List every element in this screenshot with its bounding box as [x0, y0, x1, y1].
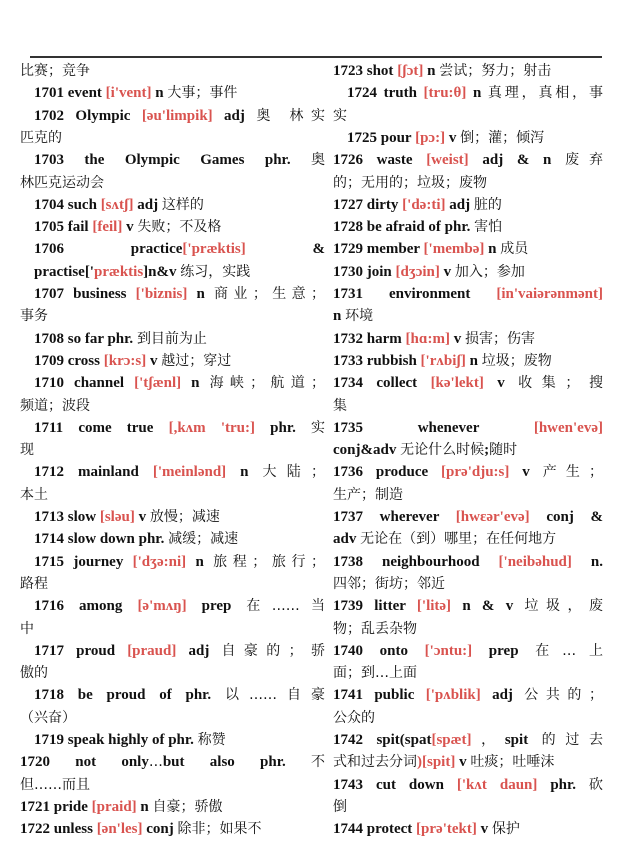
- entry-line: [333, 461, 603, 483]
- entry-text: v 保护: [476, 821, 520, 838]
- entry-line: [20, 774, 325, 796]
- entry-text: 的；无用的；垃圾；废物: [333, 174, 487, 191]
- entry-line: [333, 350, 603, 372]
- entry-text: 1704 such: [34, 196, 101, 213]
- entry-text: phr. 实: [254, 419, 325, 436]
- entry-text: n 商业；生意；: [187, 286, 325, 302]
- entry-line: [20, 818, 325, 840]
- entry-line: [20, 751, 325, 773]
- phonetic-text: ['meinlənd]: [152, 464, 227, 481]
- entry-text: conj 除非；如果不: [142, 821, 262, 838]
- entry-text: adj & n 废弃: [468, 152, 603, 169]
- entry-text: v 失败；不及格: [122, 219, 222, 236]
- entry-text: conj &: [529, 509, 603, 525]
- entry-line: [20, 172, 325, 194]
- entry-text: adj 脏的: [445, 196, 502, 213]
- entry-line: [20, 283, 325, 305]
- entry-text: 1718 be proud of phr. 以……自豪: [34, 687, 325, 704]
- entry-text: 四邻；街坊；邻近: [333, 575, 445, 592]
- entry-line: [333, 60, 603, 82]
- entry-text: adj 这样的: [133, 196, 204, 213]
- entry-line: [333, 595, 603, 617]
- entry-text: 1733 rubbish: [333, 352, 421, 369]
- entry-line: [20, 328, 325, 350]
- entry-text: 1725 pour: [347, 129, 416, 146]
- entry-line: [20, 618, 325, 640]
- entry-text: 1701 event: [34, 85, 106, 102]
- phonetic-text: ['rʌbiʃ]: [420, 352, 466, 369]
- entry-text: 1742 spit(spat: [333, 732, 432, 748]
- entry-text: v 吐痰；吐唾沫: [455, 754, 555, 771]
- entry-text: 1726 waste: [333, 152, 427, 169]
- entry-line: [333, 105, 603, 127]
- entry-line: [333, 305, 603, 327]
- phonetic-text: [krɔ:s]: [103, 352, 147, 369]
- entry-text: 1738 neighbourhood: [333, 553, 499, 570]
- entry-line: [333, 684, 603, 706]
- entry-text: 1706 practice: [34, 241, 183, 258]
- entry-line: [333, 796, 603, 818]
- entry-text: 林匹克运动会: [20, 174, 104, 191]
- phonetic-text: ['biznis]: [135, 286, 188, 302]
- phonetic-text: [tru:θ]: [423, 85, 467, 102]
- entry-text: 物；乱丢杂物: [333, 620, 417, 637]
- phonetic-text: [dʒɔin]: [395, 263, 440, 280]
- phonetic-text: ['neibəhud]: [498, 553, 572, 570]
- phonetic-text: [feil]: [92, 219, 123, 236]
- entry-text: 1711 come true: [34, 419, 169, 436]
- entry-line: [333, 640, 603, 662]
- entry-text: 1724 truth: [347, 85, 424, 102]
- entry-text: 生产；制造: [333, 486, 403, 503]
- phonetic-text: ['də:ti]: [402, 196, 446, 213]
- entry-text: n.: [571, 553, 603, 570]
- entry-line: [333, 328, 603, 350]
- entry-line: [333, 395, 603, 417]
- entry-text: 倒: [333, 798, 347, 815]
- entry-text: n 海峡；航道；: [181, 375, 325, 392]
- entry-text: v 产生；: [509, 464, 603, 481]
- entry-line: [20, 662, 325, 684]
- entry-text: n 自豪；骄傲: [136, 798, 223, 815]
- entry-text: 1740 onto: [333, 642, 425, 659]
- entry-text: &: [245, 241, 325, 258]
- entry-text: v 放慢；减速: [134, 509, 220, 525]
- entry-line: [20, 305, 325, 327]
- entry-line: [20, 261, 325, 283]
- entry-text: 面；到…上面: [333, 665, 417, 682]
- entry-line: [333, 618, 603, 640]
- entry-line: [20, 640, 325, 662]
- entry-text: 1722 unless: [20, 821, 97, 838]
- entry-line: [20, 796, 325, 818]
- phonetic-text: [in'vaiərənmənt]: [496, 286, 603, 302]
- entry-text: 1708 so far phr. 到目前为止: [34, 330, 207, 347]
- entry-line: [20, 105, 325, 127]
- entry-text: practise[': [34, 263, 94, 280]
- entry-line: [333, 729, 603, 751]
- phonetic-text: ['dʒə:ni]: [132, 553, 187, 570]
- phonetic-text: [əu'limpik]: [141, 107, 213, 124]
- entry-text: 1720 not only…but also phr. 不: [20, 754, 325, 771]
- entry-line: [20, 595, 325, 617]
- entry-text: v 越过；穿过: [146, 352, 232, 369]
- entry-text: n 环境: [333, 308, 374, 325]
- phonetic-text: [hwen'evə]: [533, 419, 603, 436]
- entry-line: [20, 551, 325, 573]
- phonetic-text: [hɑ:m]: [405, 330, 450, 347]
- entry-line: [333, 528, 603, 550]
- phonetic-text: [i'vent]: [105, 85, 152, 102]
- phonetic-text: [sʌtʃ]: [100, 196, 134, 213]
- entry-text: adj 奥 林实: [212, 107, 325, 124]
- entry-text: n 大陆；: [226, 464, 325, 481]
- entry-line: [20, 729, 325, 751]
- entry-text: 1730 join: [333, 263, 396, 280]
- phonetic-text: [prə'dju:s]: [441, 464, 510, 481]
- entry-line: [333, 372, 603, 394]
- entry-line: [20, 417, 325, 439]
- phonetic-text: præktis: [93, 263, 144, 280]
- entry-line: [333, 662, 603, 684]
- entry-line: [20, 149, 325, 171]
- entry-line: [333, 506, 603, 528]
- entry-line: [20, 506, 325, 528]
- entry-line: [20, 216, 325, 238]
- entry-text: n 旅程；旅行；: [186, 553, 325, 570]
- entry-text: 1713 slow: [34, 509, 100, 525]
- entry-text: 1727 dirty: [333, 196, 403, 213]
- entry-line: [333, 774, 603, 796]
- entry-text: n 尝试；努力；射击: [423, 63, 552, 79]
- phonetic-text: ['præktis]: [182, 241, 246, 258]
- phonetic-text: )[spit]: [417, 754, 456, 771]
- phonetic-text: ['pʌblik]: [425, 687, 481, 704]
- entry-line: [333, 818, 603, 840]
- entry-text: 1744 protect: [333, 821, 417, 838]
- entry-text: ]n&v 练习，实践: [143, 263, 251, 280]
- entry-text: 傲的: [20, 665, 48, 682]
- entry-text: v 损害；伤害: [449, 330, 535, 347]
- phonetic-text: [sləu]: [99, 509, 135, 525]
- entry-line: [333, 283, 603, 305]
- entry-text: 1715 journey: [34, 553, 133, 570]
- entry-text: 但……而且: [20, 776, 90, 793]
- entry-line: [20, 372, 325, 394]
- entry-text: 1719 speak highly of phr. 称赞: [34, 732, 226, 748]
- entry-text: ，spit 的过去: [471, 732, 603, 748]
- entry-text: 1739 litter: [333, 598, 417, 615]
- entry-text: 1736 produce: [333, 464, 442, 481]
- entry-text: 1728 be afraid of phr. 害怕: [333, 219, 503, 236]
- entry-line: [333, 573, 603, 595]
- entry-text: 公众的: [333, 709, 375, 726]
- phonetic-text: [,kʌm 'tru:]: [168, 419, 255, 436]
- entry-text: 现: [20, 442, 34, 459]
- entry-line: [20, 461, 325, 483]
- phonetic-text: ['kʌt daun]: [456, 776, 538, 793]
- entry-text: n 真理，真相，事: [466, 85, 603, 102]
- phonetic-text: [pɔ:]: [415, 129, 446, 146]
- entry-text: 实: [333, 107, 347, 124]
- entry-text: 1731 environment: [333, 286, 497, 302]
- entry-text: 1705 fail: [34, 219, 93, 236]
- entry-line: [333, 751, 603, 773]
- entry-text: n 大事；事件: [151, 85, 238, 102]
- entry-text: conj&adv 无论什么时候;随时: [333, 442, 518, 459]
- entry-text: 匹克的: [20, 129, 62, 146]
- entry-text: 式和过去分词: [333, 754, 417, 771]
- phonetic-text: [ʃɔt]: [397, 63, 424, 79]
- entry-line: [20, 528, 325, 550]
- entry-line: [333, 551, 603, 573]
- phonetic-text: [hwɛər'evə]: [455, 509, 530, 525]
- phonetic-text: [ən'les]: [96, 821, 143, 838]
- entry-text: （兴奋）: [20, 709, 76, 726]
- phonetic-text: [spæt]: [431, 732, 472, 748]
- entry-line: [333, 194, 603, 216]
- entry-text: 1734 collect: [333, 375, 431, 392]
- phonetic-text: ['litə]: [416, 598, 452, 615]
- entry-line: [20, 439, 325, 461]
- entry-line: [333, 172, 603, 194]
- phonetic-text: [kə'lekt]: [430, 375, 484, 392]
- entry-text: 1741 public: [333, 687, 426, 704]
- phonetic-text: [prə'tekt]: [416, 821, 477, 838]
- entry-text: 1712 mainland: [34, 464, 153, 481]
- entry-line: [20, 238, 325, 260]
- entry-text: adj 自豪的；骄: [176, 642, 325, 659]
- phonetic-text: ['membə]: [423, 241, 485, 258]
- entry-text: n 成员: [484, 241, 529, 258]
- entry-text: 1743 cut down: [333, 776, 457, 793]
- phonetic-text: ['tʃænl]: [134, 375, 182, 392]
- entry-text: v 倒；灌；倾泻: [445, 129, 545, 146]
- phonetic-text: [ə'mʌŋ]: [137, 598, 187, 615]
- entry-text: 1707 business: [34, 286, 136, 302]
- entry-line: [20, 60, 325, 82]
- entry-text: n 垃圾；废物: [465, 352, 552, 369]
- entry-line: [20, 707, 325, 729]
- entry-text: 路程: [20, 575, 48, 592]
- entry-line: [20, 395, 325, 417]
- entry-line: [333, 417, 603, 439]
- entry-text: 1709 cross: [34, 352, 104, 369]
- phonetic-text: ['ɔntu:]: [424, 642, 473, 659]
- phonetic-text: [weist]: [426, 152, 469, 169]
- entry-line: [333, 216, 603, 238]
- entry-text: 1721 pride: [20, 798, 92, 815]
- entry-line: [20, 684, 325, 706]
- entry-line: [20, 82, 325, 104]
- entry-text: 事务: [20, 308, 48, 325]
- entry-line: [333, 439, 603, 461]
- entry-line: [333, 82, 603, 104]
- entry-text: 1714 slow down phr. 减缓；减速: [34, 531, 239, 548]
- entry-text: 本土: [20, 486, 48, 503]
- entry-line: [20, 573, 325, 595]
- entry-line: [20, 194, 325, 216]
- entry-text: 1717 proud: [34, 642, 128, 659]
- entry-text: 1723 shot: [333, 63, 398, 79]
- entry-line: [333, 149, 603, 171]
- entry-text: v 收集；搜: [483, 375, 603, 392]
- entry-line: [333, 127, 603, 149]
- entry-line: [20, 127, 325, 149]
- entry-text: 1702 Olympic: [34, 107, 142, 124]
- entry-text: 频道；波段: [20, 397, 90, 414]
- entry-text: 1737 wherever: [333, 509, 456, 525]
- entry-line: [20, 350, 325, 372]
- entry-text: adj 公共的；: [480, 687, 603, 704]
- entry-text: 1729 member: [333, 241, 424, 258]
- entry-text: 1735 whenever: [333, 419, 534, 436]
- entry-text: n & v 垃圾，废: [451, 598, 603, 615]
- entry-text: 1710 channel: [34, 375, 135, 392]
- entry-text: 比赛；竞争: [20, 63, 90, 79]
- entry-text: 1732 harm: [333, 330, 406, 347]
- entry-text: adv 无论在（到）哪里；在任何地方: [333, 531, 557, 548]
- entry-text: 1716 among: [34, 598, 138, 615]
- entry-line: [20, 484, 325, 506]
- entry-text: 集: [333, 397, 347, 414]
- entry-line: [333, 261, 603, 283]
- entry-text: 1703 the Olympic Games phr. 奥: [34, 152, 325, 169]
- phonetic-text: [praud]: [127, 642, 177, 659]
- entry-line: [333, 484, 603, 506]
- entry-line: [333, 707, 603, 729]
- entry-text: prep 在……当: [186, 598, 325, 615]
- entry-text: prep 在…上: [472, 642, 603, 659]
- entry-text: phr. 砍: [537, 776, 603, 793]
- phonetic-text: [praid]: [91, 798, 137, 815]
- entry-text: 中: [20, 620, 34, 637]
- top-rule: [30, 56, 602, 58]
- entry-text: v 加入；参加: [439, 263, 525, 280]
- entry-line: [333, 238, 603, 260]
